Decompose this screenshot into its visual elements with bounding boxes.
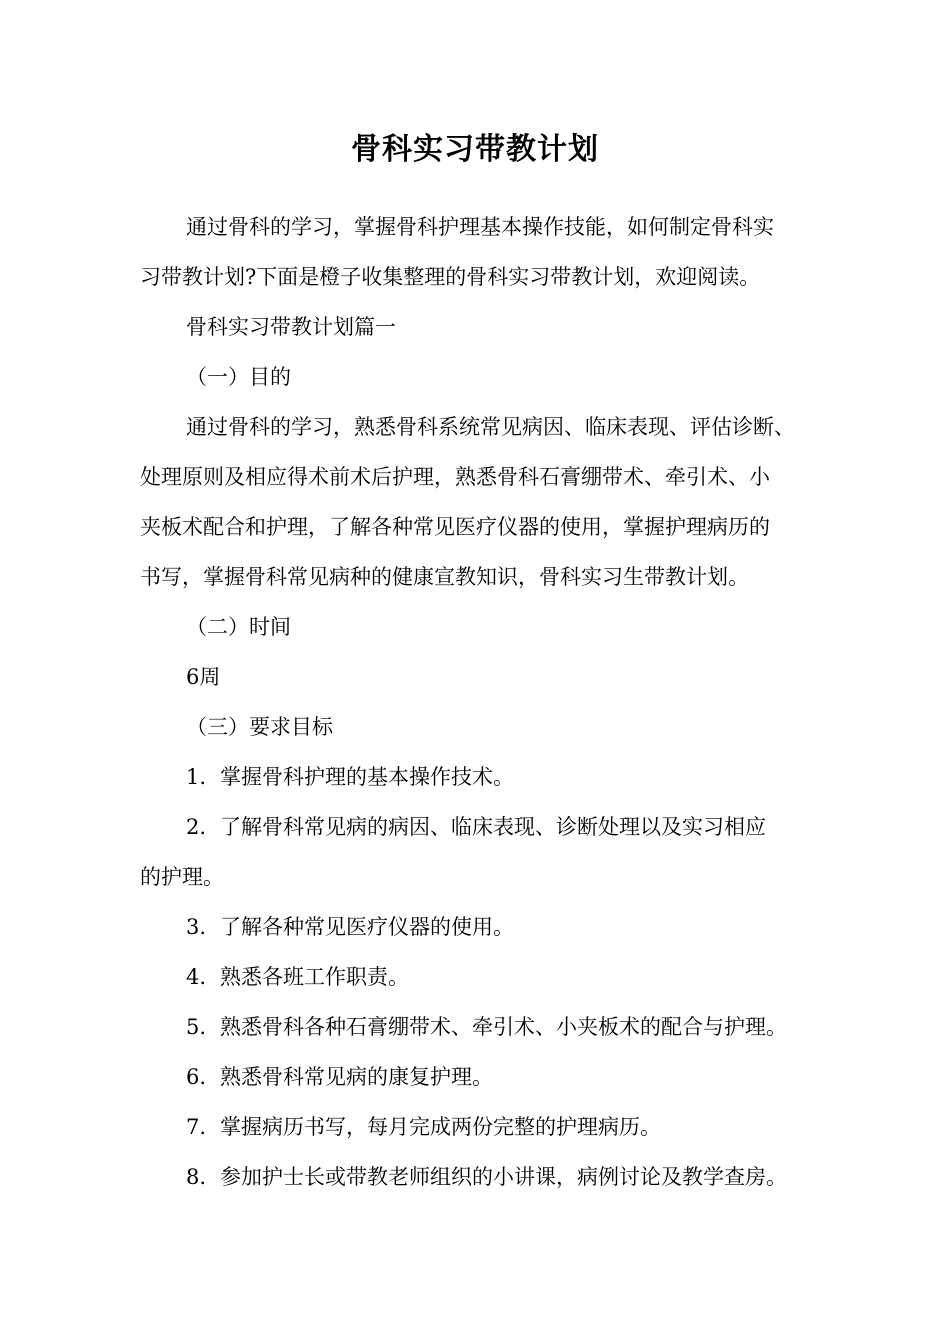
list-item xyxy=(186,762,886,792)
list-item xyxy=(186,1012,886,1042)
intro-line-2: 习带教计划?下面是橙子收集整理的骨科实习带教计划，欢迎阅读。 xyxy=(140,265,761,289)
list-item-number: 5. xyxy=(186,1015,207,1039)
purpose-line-4: 书写，掌握骨科常见病种的健康宣教知识，骨科实习生带教计划。 xyxy=(140,565,749,589)
list-item xyxy=(186,812,886,842)
list-item-text: 熟悉各班工作职责。 xyxy=(220,965,409,989)
list-item-text: 熟悉骨科各种石膏绷带术、牵引术、小夹板术的配合与护理。 xyxy=(220,1015,787,1039)
list-item xyxy=(186,962,886,992)
time-heading: （二）时间 xyxy=(186,615,291,639)
list-item-number: 2. xyxy=(186,815,207,839)
purpose-line-2: 处理原则及相应得术前术后护理，熟悉骨科石膏绷带术、牵引术、小 xyxy=(140,465,770,489)
list-item-continuation: 的护理。 xyxy=(140,865,224,889)
list-item-number: 8. xyxy=(186,1165,207,1189)
purpose-line-3: 夹板术配合和护理，了解各种常见医疗仪器的使用，掌握护理病历的 xyxy=(140,515,770,539)
list-item-text: 掌握骨科护理的基本操作技术。 xyxy=(220,765,514,789)
list-item xyxy=(186,1062,886,1092)
list-item-number: 4. xyxy=(186,965,207,989)
list-item-number: 3. xyxy=(186,915,207,939)
document-title: 骨科实习带教计划 xyxy=(351,132,599,167)
time-value: 6周 xyxy=(186,665,221,689)
list-item-text: 了解骨科常见病的病因、临床表现、诊断处理以及实习相应 xyxy=(220,815,766,839)
list-item xyxy=(186,1162,886,1192)
list-item-text: 参加护士长或带教老师组织的小讲课，病例讨论及教学查房。 xyxy=(220,1165,787,1189)
purpose-line-1: 通过骨科的学习，熟悉骨科系统常见病因、临床表现、评估诊断、 xyxy=(186,415,795,439)
list-item xyxy=(186,912,886,942)
list-item xyxy=(186,1112,886,1142)
section-heading: 骨科实习带教计划篇一 xyxy=(186,315,396,339)
list-item-number: 6. xyxy=(186,1065,207,1089)
intro-line-1: 通过骨科的学习，掌握骨科护理基本操作技能，如何制定骨科实 xyxy=(186,215,774,239)
list-item-text: 熟悉骨科常见病的康复护理。 xyxy=(220,1065,493,1089)
list-item-number: 7. xyxy=(186,1115,207,1139)
purpose-heading: （一）目的 xyxy=(186,365,291,389)
list-item-text: 掌握病历书写，每月完成两份完整的护理病历。 xyxy=(220,1115,661,1139)
requirements-heading: （三）要求目标 xyxy=(186,715,333,739)
list-item-text: 了解各种常见医疗仪器的使用。 xyxy=(220,915,514,939)
list-item-number: 1. xyxy=(186,765,207,789)
